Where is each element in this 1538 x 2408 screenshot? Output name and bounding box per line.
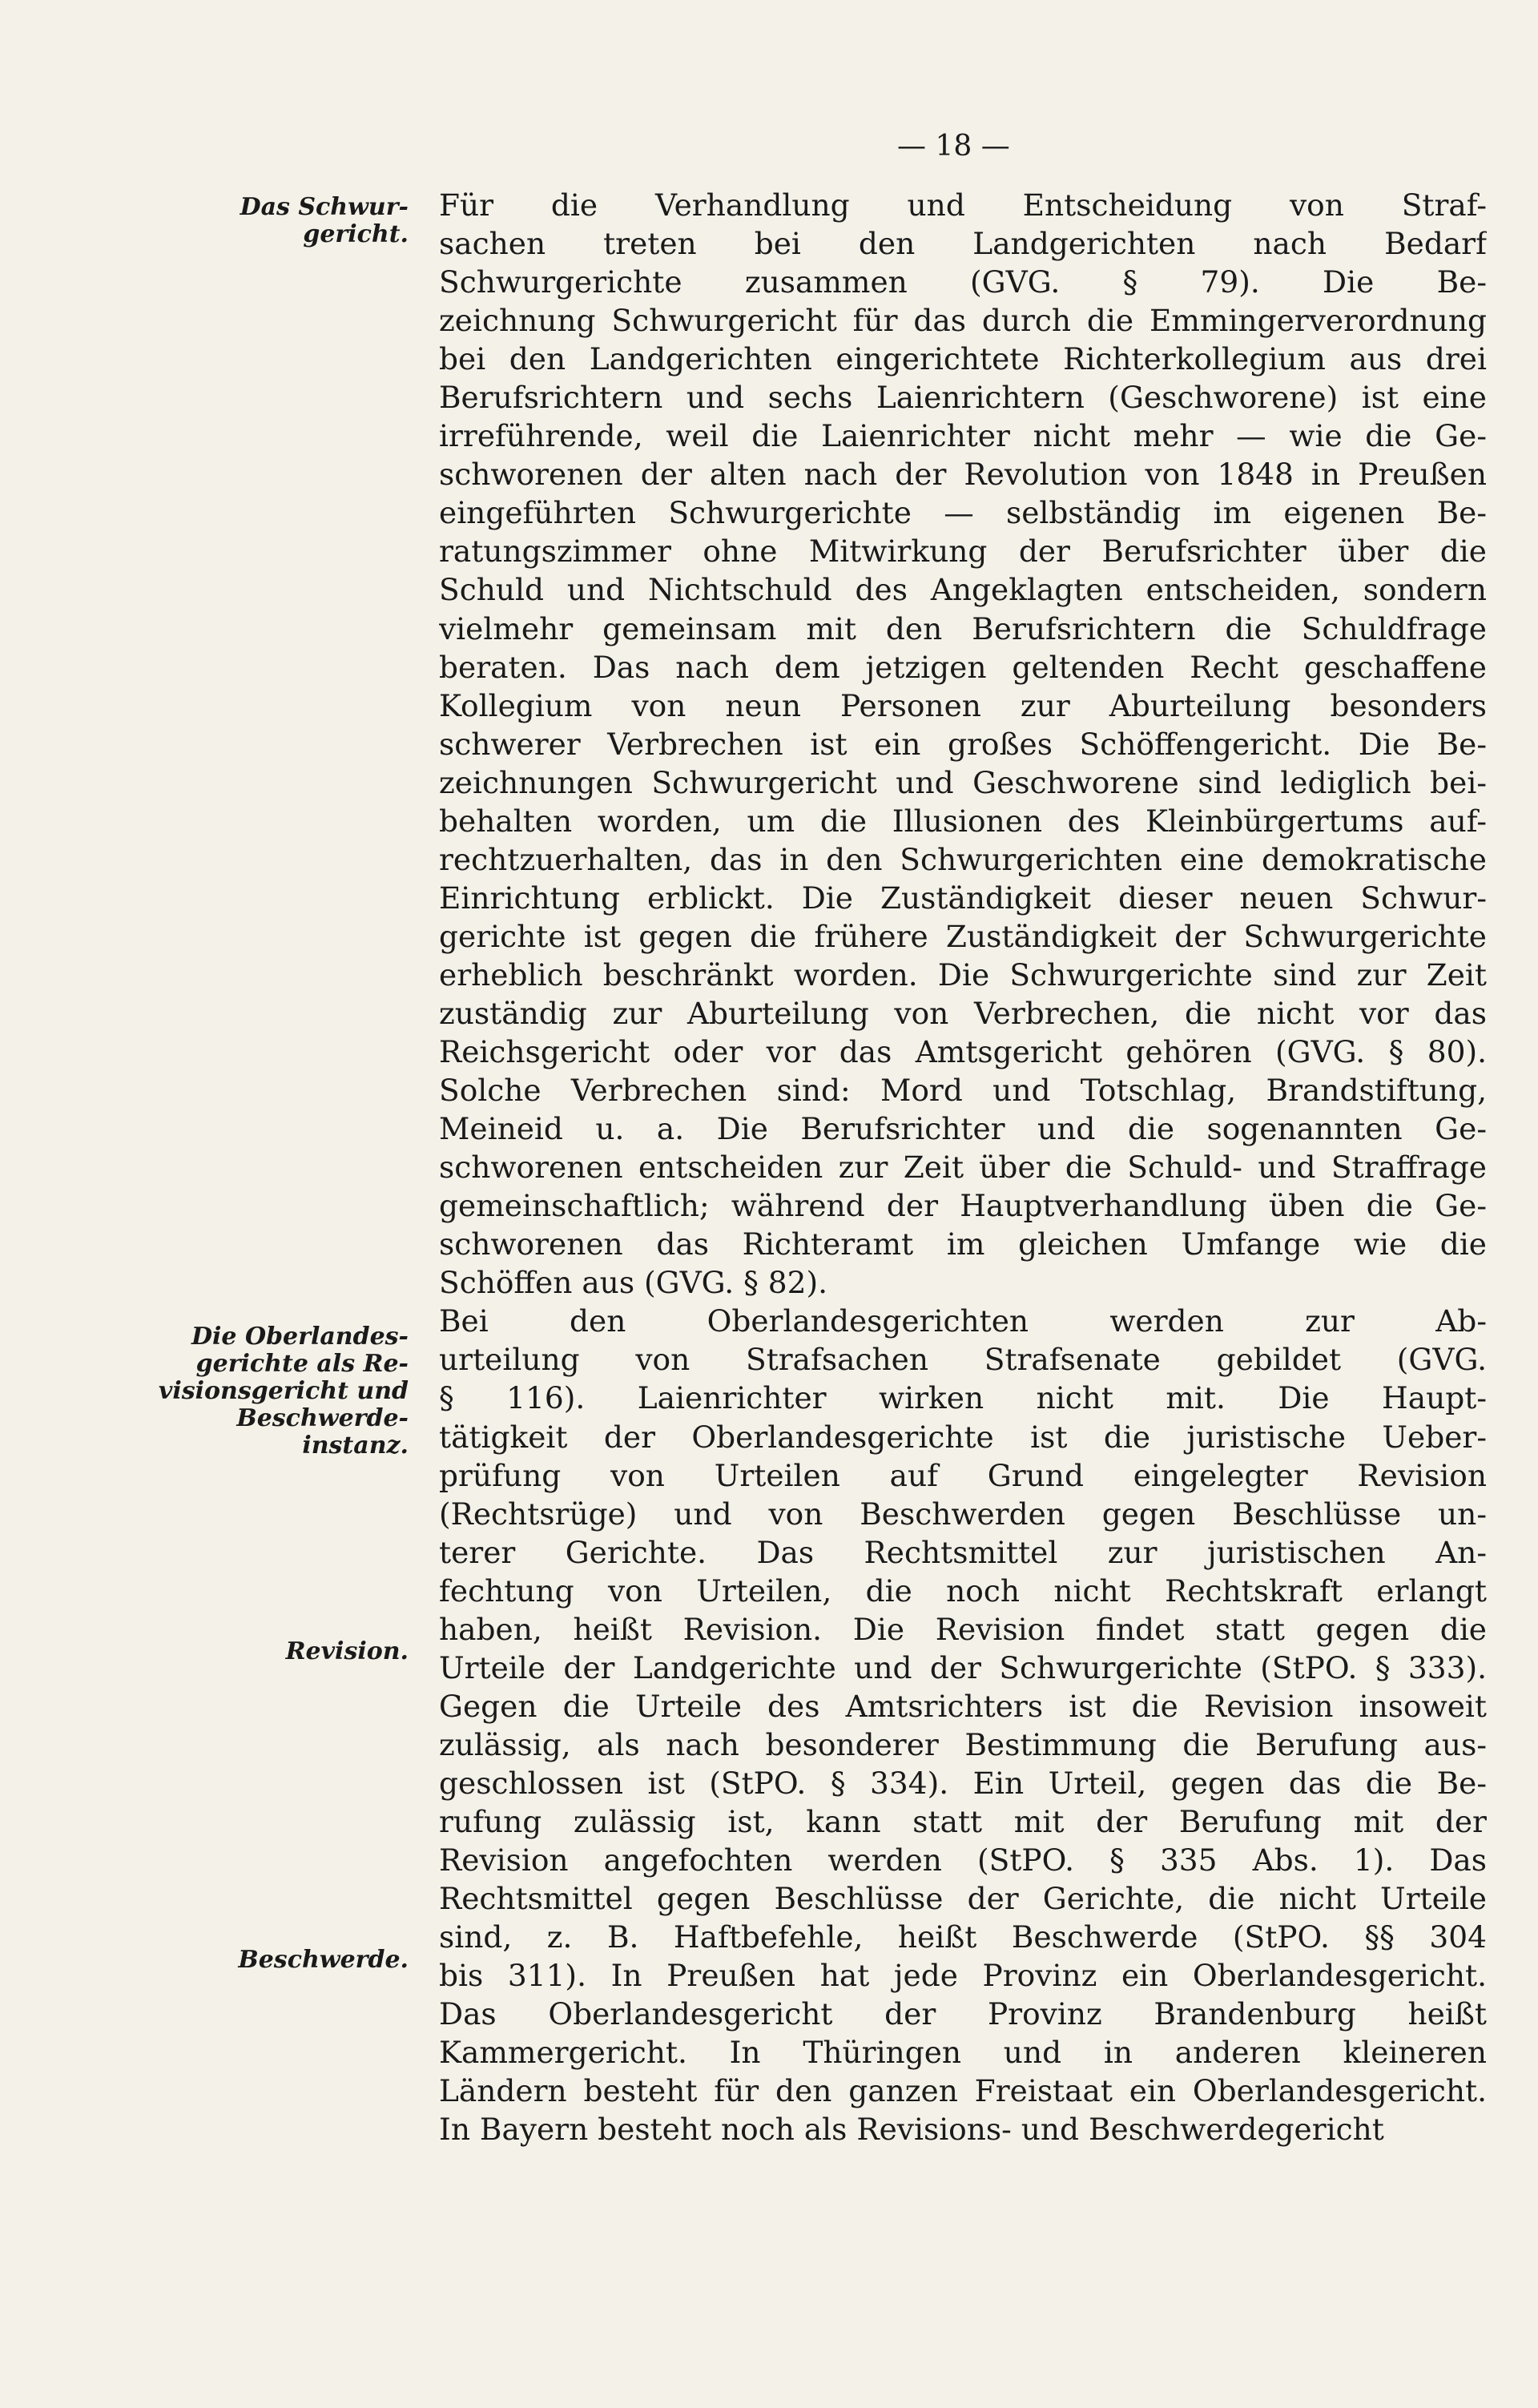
text-line: terer Gerichte. Das Rechtsmittel zur juristischen An- (439, 1534, 1487, 1570)
text-line: Solche Verbrechen sind: Mord und Totschlag, Brandstiftung, (439, 1073, 1487, 1109)
text-line: Bei den Oberlandesgerichten werden zur Ab- (439, 1303, 1487, 1339)
paragraph-oberlandesgerichte (439, 1302, 1487, 2148)
text-line: erheblich beschränkt worden. Die Schwurgerichte sind zur Zeit (439, 956, 1487, 993)
text-line: rufung zulässig ist, kann statt mit der Berufung mit der (439, 1803, 1487, 1839)
margin-note-revision (120, 1638, 409, 1665)
text-line: schwerer Verbrechen ist ein großes Schöffengericht. Die Be- (439, 726, 1487, 762)
text-line: bei den Landgerichten eingerichtete Richterkollegium aus drei (439, 341, 1487, 377)
text-line: tätigkeit der Oberlandesgerichte ist die juristische Ueber- (439, 1419, 1487, 1455)
margin-note-line: gericht. (303, 220, 409, 248)
text-line: In Bayern besteht noch als Revisions- und Beschwerdegericht (439, 2112, 1384, 2148)
text-line: vielmehr gemeinsam mit den Berufsrichtern die Schuldfrage (439, 610, 1487, 646)
margin-note-line: Beschwerde. (238, 1946, 409, 1974)
text-line: zeichnungen Schwurgericht und Geschworene sind lediglich bei- (439, 764, 1487, 800)
margin-note-line: Das Schwur- (240, 193, 409, 221)
text-line: schworenen entscheiden zur Zeit über die Schuld- und Straffrage (439, 1150, 1487, 1186)
text-line: haben, heißt Revision. Die Revision findet statt gegen die (439, 1611, 1487, 1647)
margin-note-oberlandesgerichte (120, 1323, 409, 1460)
margin-note-line: Revision. (285, 1637, 409, 1665)
text-line: § 116). Laienrichter wirken nicht mit. Die Haupt- (439, 1380, 1487, 1416)
text-line: Meineid u. a. Die Berufsrichter und die sogenannten Ge- (439, 1111, 1487, 1147)
text-line: zuständig zur Aburteilung von Verbrechen, die nicht vor das (439, 995, 1487, 1031)
text-line: eingeführten Schwurgerichte — selbständig im eigenen Be- (439, 495, 1487, 531)
text-line: zeichnung Schwurgericht für das durch die Emmingerverordnung (439, 303, 1487, 339)
margin-note-schwurgericht (120, 194, 409, 248)
text-line: (Rechtsrüge) und von Beschwerden gegen Beschlüsse un- (439, 1496, 1487, 1532)
margin-note-line: Die Oberlandes- (191, 1323, 409, 1351)
text-line: ratungszimmer ohne Mitwirkung der Berufsrichter über die (439, 534, 1487, 570)
margin-note-beschwerde (120, 1947, 409, 1974)
text-line: rechtzuerhalten, das in den Schwurgerichten eine demokratische (439, 841, 1487, 877)
text-line: Kammergericht. In Thüringen und in anderen kleineren (439, 2035, 1487, 2071)
text-line: schworenen der alten nach der Revolution von 1848 in Preußen (439, 457, 1487, 493)
text-line: Schuld und Nichtschuld des Angeklagten entscheiden, sondern (439, 572, 1487, 608)
text-line: Schöffen aus (GVG. § 82). (439, 1265, 828, 1301)
text-line: bis 311). In Preußen hat jede Provinz ein Oberlandesgericht. (439, 1958, 1487, 1994)
text-line: Das Oberlandesgericht der Provinz Brandenburg heißt (439, 1996, 1487, 2032)
text-line: beraten. Das nach dem jetzigen geltenden Recht geschaffene (439, 649, 1487, 685)
text-line: geschlossen ist (StPO. § 334). Ein Urteil, gegen das die Be- (439, 1765, 1487, 1801)
text-line: Ländern besteht für den ganzen Freistaat ein Oberlandesgericht. (439, 2073, 1487, 2109)
text-line: zulässig, als nach besonderer Bestimmung die Berufung aus- (439, 1726, 1487, 1762)
text-line: Berufsrichtern und sechs Laienrichtern (Geschworene) ist eine (439, 380, 1487, 416)
text-line: Urteile der Landgerichte und der Schwurgerichte (StPO. § 333). (439, 1649, 1487, 1685)
text-line: Rechtsmittel gegen Beschlüsse der Gerichte, die nicht Urteile (439, 1881, 1487, 1917)
margin-note-line: visionsgericht und (158, 1377, 409, 1405)
text-line: Kollegium von neun Personen zur Aburteilung besonders (439, 687, 1487, 723)
text-line: Gegen die Urteile des Amtsrichters ist die Revision insoweit (439, 1688, 1487, 1724)
text-line: schworenen das Richteramt im gleichen Umfange wie die (439, 1226, 1487, 1262)
main-text (439, 186, 1487, 2148)
margin-note-line: gerichte als Re- (195, 1350, 409, 1378)
text-line: Einrichtung erblickt. Die Zuständigkeit dieser neuen Schwur- (439, 880, 1487, 916)
text-line: gemeinschaftlich; während der Hauptverhandlung üben die Ge- (439, 1188, 1487, 1224)
margin-note-line: instanz. (302, 1432, 409, 1460)
text-line: fechtung von Urteilen, die noch nicht Rechtskraft erlangt (439, 1572, 1487, 1609)
text-line: urteilung von Strafsachen Strafsenate gebildet (GVG. (439, 1342, 1487, 1378)
text-line: sind, z. B. Haftbefehle, heißt Beschwerde (StPO. §§ 304 (439, 1919, 1487, 1955)
text-line: sachen treten bei den Landgerichten nach Bedarf (439, 226, 1487, 262)
text-line: irreführende, weil die Laienrichter nicht mehr — wie die Ge- (439, 418, 1487, 454)
text-line: gerichte ist gegen die frühere Zuständigkeit der Schwurgerichte (439, 918, 1487, 954)
text-line: Schwurgerichte zusammen (GVG. § 79). Die Be- (439, 264, 1487, 300)
text-line: Reichsgericht oder vor das Amtsgericht gehören (GVG. § 80). (439, 1034, 1487, 1070)
text-line: prüfung von Urteilen auf Grund eingelegter Revision (439, 1457, 1487, 1493)
text-line: Revision angefochten werden (StPO. § 335 Abs. 1). Das (439, 1842, 1487, 1878)
text-line: behalten worden, um die Illusionen des Kleinbürgertums auf- (439, 803, 1487, 839)
page-number: — 18 — (897, 130, 1010, 163)
paragraph-schwurgericht (439, 186, 1487, 1302)
text-line: Für die Verhandlung und Entscheidung von Straf- (439, 187, 1487, 223)
margin-note-line: Beschwerde- (236, 1404, 409, 1432)
